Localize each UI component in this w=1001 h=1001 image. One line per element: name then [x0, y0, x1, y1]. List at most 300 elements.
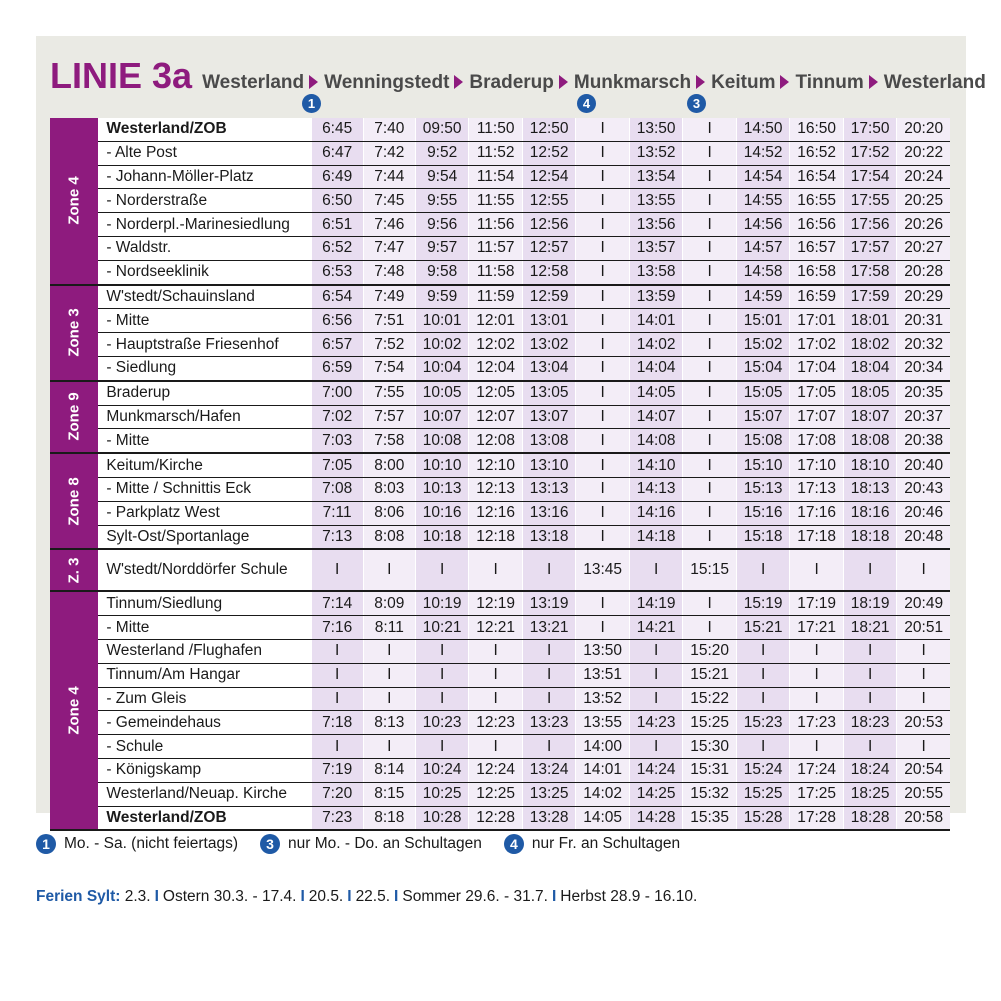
stop-name: - Nordseeklinik [98, 260, 311, 284]
table-row [50, 525, 950, 549]
departure-time: I [576, 525, 630, 549]
departure-time: 13:01 [522, 309, 576, 333]
departure-time: 20:29 [897, 285, 950, 309]
departure-time: 13:21 [522, 616, 576, 640]
departure-time: 6:52 [311, 236, 363, 260]
departure-time: 18:19 [843, 591, 897, 615]
departure-time: 14:55 [736, 189, 790, 213]
route-arrow-icon [780, 75, 789, 89]
departure-time: 6:51 [311, 213, 363, 237]
departure-time: I [415, 639, 469, 663]
holidays [36, 888, 697, 906]
departure-time: 6:50 [311, 189, 363, 213]
departure-time: 12:55 [522, 189, 576, 213]
departure-time: 6:56 [311, 309, 363, 333]
departure-time: 14:54 [736, 165, 790, 189]
departure-time: 20:53 [897, 711, 950, 735]
column-badge-4: 4 [577, 94, 596, 113]
departure-time: 6:49 [311, 165, 363, 189]
departure-time: 10:10 [415, 453, 469, 477]
departure-time: I [790, 687, 844, 711]
route-stop: Wenningstedt [324, 72, 450, 93]
departure-time: 12:57 [522, 236, 576, 260]
departure-time: 20:38 [897, 429, 950, 453]
departure-time: I [736, 687, 790, 711]
departure-time: I [790, 639, 844, 663]
departure-time: 8:00 [363, 453, 415, 477]
departure-time: 15:10 [736, 453, 790, 477]
holiday-item: Herbst 28.9 - 16.10. [560, 888, 698, 905]
departure-time: 13:07 [522, 405, 576, 429]
departure-time: I [576, 477, 630, 501]
departure-time: 14:50 [736, 118, 790, 141]
departure-time: 12:21 [469, 616, 523, 640]
departure-time: 9:55 [415, 189, 469, 213]
route-stop: Munkmarsch [573, 72, 692, 93]
departure-time: 12:25 [469, 782, 523, 806]
departure-time: 13:54 [629, 165, 683, 189]
departure-time: I [683, 309, 737, 333]
departure-time: 14:59 [736, 285, 790, 309]
holiday-separator: I [300, 888, 305, 905]
departure-time: 17:50 [843, 118, 897, 141]
column-badge-1: 1 [302, 94, 321, 113]
departure-time: 20:28 [897, 260, 950, 284]
stop-name: - Norderstraße [98, 189, 311, 213]
table-row [50, 477, 950, 501]
departure-time: 14:28 [629, 806, 683, 830]
departure-time: I [311, 639, 363, 663]
departure-time: I [576, 333, 630, 357]
departure-time: 14:02 [629, 333, 683, 357]
departure-time: 15:21 [683, 663, 737, 687]
departure-time: I [363, 549, 415, 591]
departure-time: I [736, 549, 790, 591]
zone-label [50, 118, 98, 285]
departure-time: 20:49 [897, 591, 950, 615]
departure-time: 8:09 [363, 591, 415, 615]
departure-time: 18:16 [843, 501, 897, 525]
departure-time: 20:54 [897, 758, 950, 782]
departure-time: 18:28 [843, 806, 897, 830]
timetable [50, 118, 950, 831]
departure-time: I [415, 549, 469, 591]
table-row [50, 381, 950, 405]
stop-name: Tinnum/Am Hangar [98, 663, 311, 687]
departure-time: 16:52 [790, 141, 844, 165]
departure-time: 14:56 [736, 213, 790, 237]
departure-time: I [469, 687, 523, 711]
departure-time: 17:21 [790, 616, 844, 640]
route-stop: Westerland [202, 72, 305, 93]
departure-time: 11:54 [469, 165, 523, 189]
departure-time: 15:15 [683, 549, 737, 591]
departure-time: 15:28 [736, 806, 790, 830]
departure-time: 20:24 [897, 165, 950, 189]
table-row [50, 285, 950, 309]
departure-time: I [629, 735, 683, 759]
departure-time: 17:25 [790, 782, 844, 806]
departure-time: 18:18 [843, 525, 897, 549]
departure-time: 17:58 [843, 260, 897, 284]
departure-time: 15:02 [736, 333, 790, 357]
table-row [50, 453, 950, 477]
departure-time: I [311, 663, 363, 687]
departure-time: 7:54 [363, 356, 415, 380]
departure-time: I [311, 549, 363, 591]
departure-time: 14:19 [629, 591, 683, 615]
departure-time: 18:07 [843, 405, 897, 429]
departure-time: 13:50 [629, 118, 683, 141]
route-header [50, 55, 986, 95]
holiday-item: Ostern 30.3. - 17.4. [162, 888, 297, 905]
departure-time: I [415, 687, 469, 711]
departure-time: 16:57 [790, 236, 844, 260]
departure-time: 8:15 [363, 782, 415, 806]
departure-time: I [576, 429, 630, 453]
zone-label-text: Zone 4 [65, 176, 83, 225]
stop-name: - Parkplatz West [98, 501, 311, 525]
departure-time: 17:07 [790, 405, 844, 429]
route-stop: Braderup [469, 72, 554, 93]
departure-time: I [683, 591, 737, 615]
departure-time: 14:25 [629, 782, 683, 806]
departure-time: I [469, 639, 523, 663]
table-row [50, 687, 950, 711]
stop-name: - Mitte [98, 616, 311, 640]
table-row [50, 141, 950, 165]
departure-time: I [683, 501, 737, 525]
departure-time: 13:23 [522, 711, 576, 735]
departure-time: 9:54 [415, 165, 469, 189]
departure-time: I [363, 687, 415, 711]
table-row [50, 165, 950, 189]
departure-time: 9:58 [415, 260, 469, 284]
legend-text: Mo. - Sa. (nicht feiertags) [64, 835, 239, 852]
departure-time: I [576, 591, 630, 615]
holiday-item: 22.5. [355, 888, 391, 905]
legend-item [36, 834, 238, 854]
departure-time: I [415, 663, 469, 687]
departure-time: 8:08 [363, 525, 415, 549]
table-row [50, 758, 950, 782]
departure-time: I [363, 735, 415, 759]
zone-label [50, 591, 98, 830]
legend [36, 834, 702, 854]
stop-name: - Gemeindehaus [98, 711, 311, 735]
departure-time: 7:45 [363, 189, 415, 213]
route-stop: Tinnum [795, 72, 864, 93]
table-row [50, 356, 950, 380]
departure-time: 14:05 [629, 381, 683, 405]
departure-time: I [843, 549, 897, 591]
departure-time: 7:02 [311, 405, 363, 429]
holiday-separator: I [394, 888, 399, 905]
departure-time: 18:10 [843, 453, 897, 477]
departure-time: I [629, 663, 683, 687]
departure-time: 7:48 [363, 260, 415, 284]
departure-time: 9:57 [415, 236, 469, 260]
departure-time: I [683, 616, 737, 640]
departure-time: 14:01 [576, 758, 630, 782]
departure-time: 18:25 [843, 782, 897, 806]
holiday-items [125, 888, 698, 905]
departure-time: I [683, 118, 737, 141]
departure-time: I [683, 213, 737, 237]
stop-name: - Alte Post [98, 141, 311, 165]
departure-time: 20:27 [897, 236, 950, 260]
holiday-separator: I [347, 888, 352, 905]
departure-time: 12:07 [469, 405, 523, 429]
departure-time: 7:49 [363, 285, 415, 309]
departure-time: 9:56 [415, 213, 469, 237]
zone-label [50, 381, 98, 453]
departure-time: 10:18 [415, 525, 469, 549]
departure-time: 7:16 [311, 616, 363, 640]
departure-time: 6:53 [311, 260, 363, 284]
legend-badge: 1 [36, 834, 56, 854]
stop-name: - Johann-Möller-Platz [98, 165, 311, 189]
departure-time: 18:13 [843, 477, 897, 501]
departure-time: 18:08 [843, 429, 897, 453]
holiday-item: 20.5. [308, 888, 344, 905]
departure-time: 13:50 [576, 639, 630, 663]
table-row [50, 735, 950, 759]
departure-time: 17:24 [790, 758, 844, 782]
departure-time: 6:54 [311, 285, 363, 309]
stop-name: Sylt-Ost/Sportanlage [98, 525, 311, 549]
departure-time: 20:25 [897, 189, 950, 213]
departure-time: I [576, 405, 630, 429]
stop-name: Westerland/ZOB [98, 118, 311, 141]
zone-label-text: Zone 9 [65, 392, 83, 442]
departure-time: I [363, 639, 415, 663]
stop-name: Tinnum/Siedlung [98, 591, 311, 615]
departure-time: 8:14 [363, 758, 415, 782]
departure-time: 20:37 [897, 405, 950, 429]
departure-time: I [576, 616, 630, 640]
departure-time: I [576, 165, 630, 189]
departure-time: 6:45 [311, 118, 363, 141]
table-row [50, 309, 950, 333]
departure-time: 7:19 [311, 758, 363, 782]
departure-time: 14:07 [629, 405, 683, 429]
departure-time: 17:54 [843, 165, 897, 189]
departure-time: 12:16 [469, 501, 523, 525]
departure-time: 14:01 [629, 309, 683, 333]
legend-item [260, 834, 482, 854]
departure-time: 14:13 [629, 477, 683, 501]
departure-time: 15:19 [736, 591, 790, 615]
departure-time: 14:08 [629, 429, 683, 453]
departure-time: I [522, 639, 576, 663]
stop-name: Westerland /Flughafen [98, 639, 311, 663]
departure-time: 18:23 [843, 711, 897, 735]
table-row [50, 333, 950, 357]
departure-time: 17:28 [790, 806, 844, 830]
departure-time: 17:56 [843, 213, 897, 237]
departure-time: 7:00 [311, 381, 363, 405]
departure-time: I [576, 213, 630, 237]
departure-time: 15:20 [683, 639, 737, 663]
departure-time: I [790, 735, 844, 759]
departure-time: 6:59 [311, 356, 363, 380]
departure-time: 7:18 [311, 711, 363, 735]
zone-label-text: Zone 3 [65, 308, 83, 357]
departure-time: 14:04 [629, 356, 683, 380]
zone-label-text: Z. 3 [65, 557, 83, 584]
holiday-separator: I [154, 888, 159, 905]
departure-time: 20:20 [897, 118, 950, 141]
departure-time: 14:23 [629, 711, 683, 735]
departure-time: 12:28 [469, 806, 523, 830]
departure-time: I [576, 236, 630, 260]
departure-time: 15:21 [736, 616, 790, 640]
departure-time: I [843, 687, 897, 711]
departure-time: I [683, 356, 737, 380]
departure-time: 12:10 [469, 453, 523, 477]
departure-time: 20:32 [897, 333, 950, 357]
departure-time: 12:52 [522, 141, 576, 165]
departure-time: 11:50 [469, 118, 523, 141]
departure-time: I [629, 639, 683, 663]
departure-time: 15:22 [683, 687, 737, 711]
departure-time: 16:56 [790, 213, 844, 237]
departure-time: 20:43 [897, 477, 950, 501]
departure-time: 15:05 [736, 381, 790, 405]
departure-time: 7:08 [311, 477, 363, 501]
stop-name: - Schule [98, 735, 311, 759]
departure-time: 7:40 [363, 118, 415, 141]
column-badge-3: 3 [687, 94, 706, 113]
departure-time: 7:51 [363, 309, 415, 333]
stop-name: - Königskamp [98, 758, 311, 782]
departure-time: 15:24 [736, 758, 790, 782]
departure-time: 13:28 [522, 806, 576, 830]
departure-time: 14:18 [629, 525, 683, 549]
departure-time: 13:55 [576, 711, 630, 735]
departure-time: 17:16 [790, 501, 844, 525]
table-row [50, 260, 950, 284]
departure-time: 11:57 [469, 236, 523, 260]
departure-time: 14:05 [576, 806, 630, 830]
departure-time: 14:24 [629, 758, 683, 782]
departure-time: I [311, 735, 363, 759]
departure-time: 13:10 [522, 453, 576, 477]
departure-time: 14:57 [736, 236, 790, 260]
legend-text: nur Mo. - Do. an Schultagen [288, 835, 482, 852]
departure-time: 12:19 [469, 591, 523, 615]
departure-time: 12:13 [469, 477, 523, 501]
departure-time: 7:13 [311, 525, 363, 549]
departure-time: 10:28 [415, 806, 469, 830]
table-row [50, 591, 950, 615]
departure-time: 16:59 [790, 285, 844, 309]
departure-time: I [897, 687, 950, 711]
stop-name: Keitum/Kirche [98, 453, 311, 477]
departure-time: 6:47 [311, 141, 363, 165]
departure-time: 8:11 [363, 616, 415, 640]
departure-time: 15:25 [736, 782, 790, 806]
route-arrow-icon [696, 75, 705, 89]
departure-time: 15:01 [736, 309, 790, 333]
departure-time: 15:08 [736, 429, 790, 453]
table-row [50, 501, 950, 525]
departure-time: I [469, 735, 523, 759]
stop-name: Westerland/ZOB [98, 806, 311, 830]
departure-time: 10:16 [415, 501, 469, 525]
route-arrow-icon [454, 75, 463, 89]
departure-time: 13:13 [522, 477, 576, 501]
departure-time: I [522, 663, 576, 687]
departure-time: I [683, 141, 737, 165]
departure-time: I [576, 356, 630, 380]
stop-name: - Mitte [98, 429, 311, 453]
route-stop: Keitum [711, 72, 776, 93]
departure-time: 8:18 [363, 806, 415, 830]
departure-time: I [843, 639, 897, 663]
departure-time: 12:59 [522, 285, 576, 309]
departure-time: 10:08 [415, 429, 469, 453]
table-row [50, 549, 950, 591]
departure-time: 10:04 [415, 356, 469, 380]
departure-time: 16:58 [790, 260, 844, 284]
departure-time: I [683, 189, 737, 213]
departure-time: 12:04 [469, 356, 523, 380]
stop-name: - Mitte [98, 309, 311, 333]
table-row [50, 711, 950, 735]
departure-time: 18:01 [843, 309, 897, 333]
departure-time: 20:31 [897, 309, 950, 333]
departure-time: 12:50 [522, 118, 576, 141]
departure-time: 13:58 [629, 260, 683, 284]
departure-time: I [736, 639, 790, 663]
departure-time: 7:58 [363, 429, 415, 453]
departure-time: 10:13 [415, 477, 469, 501]
departure-time: 15:07 [736, 405, 790, 429]
departure-time: I [576, 118, 630, 141]
stop-name: Munkmarsch/Hafen [98, 405, 311, 429]
departure-time: 13:25 [522, 782, 576, 806]
departure-time: 10:21 [415, 616, 469, 640]
departure-time: 13:18 [522, 525, 576, 549]
departure-time: 13:52 [629, 141, 683, 165]
departure-time: 10:01 [415, 309, 469, 333]
departure-time: 7:46 [363, 213, 415, 237]
departure-time: 7:44 [363, 165, 415, 189]
departure-time: 20:40 [897, 453, 950, 477]
departure-time: I [736, 663, 790, 687]
table-row [50, 189, 950, 213]
departure-time: 12:02 [469, 333, 523, 357]
departure-time: 15:13 [736, 477, 790, 501]
table-row [50, 782, 950, 806]
departure-time: 15:18 [736, 525, 790, 549]
departure-time: 17:23 [790, 711, 844, 735]
departure-time: 13:52 [576, 687, 630, 711]
departure-time: 8:13 [363, 711, 415, 735]
table-row [50, 639, 950, 663]
stop-name: W'stedt/Norddörfer Schule [98, 549, 311, 591]
departure-time: I [522, 687, 576, 711]
table-row [50, 663, 950, 687]
departure-time: 20:55 [897, 782, 950, 806]
departure-time: I [736, 735, 790, 759]
departure-time: 13:02 [522, 333, 576, 357]
departure-time: I [576, 453, 630, 477]
departure-time: 13:16 [522, 501, 576, 525]
departure-time: 20:58 [897, 806, 950, 830]
